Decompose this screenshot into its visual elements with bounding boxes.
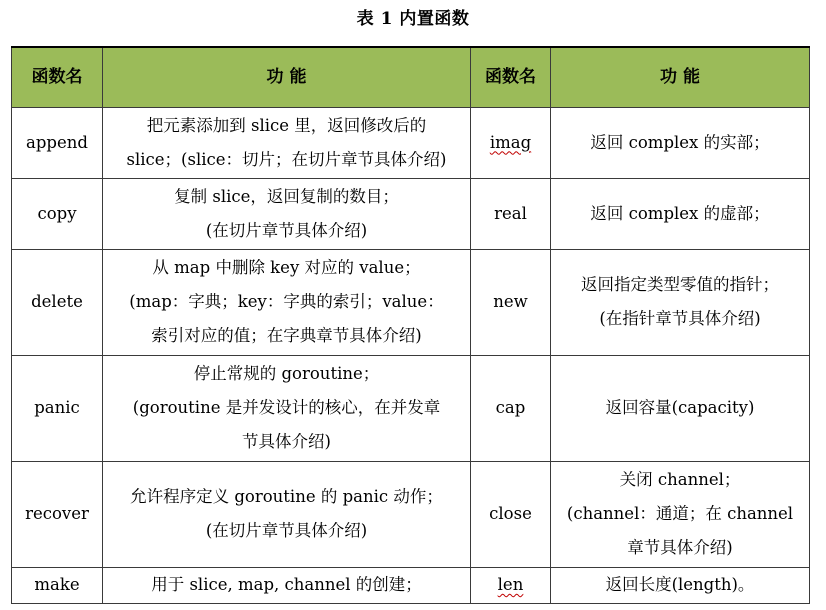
function-description [551,355,810,461]
description-line: 返回 complex 的虚部； [590,203,770,223]
description-line: slice；(slice：切片；在切片章节具体介绍) [126,149,447,169]
function-description [551,567,810,603]
function-name-text: imag [489,132,532,152]
function-name: real [471,178,551,249]
description-line: 返回容量(capacity) [605,398,755,417]
description-line: 节具体介绍) [242,432,331,451]
description-line: (在切片章节具体介绍) [205,220,368,240]
table-row [12,355,810,461]
function-description [103,461,471,567]
description-line: 从 map 中删除 key 对应的 value； [152,258,421,277]
function-name: make [12,567,103,603]
function-description [103,567,471,603]
description-line: 索引对应的值；在字典章节具体介绍) [151,326,422,345]
table-row [12,107,810,178]
function-name: delete [12,249,103,355]
header-function-desc-1: 功 能 [103,47,471,107]
header-function-name-1: 函数名 [12,47,103,107]
description-line: 章节具体介绍) [627,538,733,557]
table-header-row [12,47,810,107]
table-caption: 表 1 内置函数 [356,9,470,29]
function-name-text: len [497,575,524,594]
description-line: 返回 complex 的实部； [590,132,770,152]
description-line: 允许程序定义 goroutine 的 panic 动作； [130,487,443,506]
function-description [551,107,810,178]
function-name [471,107,551,178]
function-description [103,249,471,355]
table-row [12,567,810,603]
function-name [471,567,551,603]
description-line: 返回长度(length)。 [605,575,755,594]
function-name: new [471,249,551,355]
description-line: 复制 slice，返回复制的数目； [174,186,399,206]
function-name: panic [12,355,103,461]
function-description [551,178,810,249]
description-line: (map：字典；key：字典的索引；value： [129,292,444,311]
table-row [12,461,810,567]
header-function-name-2: 函数名 [471,47,551,107]
description-line: 停止常规的 goroutine； [193,364,380,383]
function-description [103,178,471,249]
table-row [12,249,810,355]
description-line: (在切片章节具体介绍) [205,521,368,540]
table-row [12,178,810,249]
builtin-functions-table [11,46,810,604]
description-line: 用于 slice, map, channel 的创建； [151,575,422,594]
function-description [551,461,810,567]
description-line: (goroutine 是并发设计的核心，在并发章 [132,398,441,417]
description-line: 把元素添加到 slice 里，返回修改后的 [146,115,427,135]
description-line: (在指针章节具体介绍) [599,309,761,328]
description-line: 返回指定类型零值的指针； [581,275,779,294]
function-name: recover [12,461,103,567]
description-line: 关闭 channel； [619,470,741,489]
function-name: copy [12,178,103,249]
header-function-desc-2: 功 能 [551,47,810,107]
function-description [551,249,810,355]
function-description [103,107,471,178]
description-line: (channel：通道；在 channel [566,504,794,523]
function-description [103,355,471,461]
function-name: close [471,461,551,567]
function-name: append [12,107,103,178]
function-name: cap [471,355,551,461]
